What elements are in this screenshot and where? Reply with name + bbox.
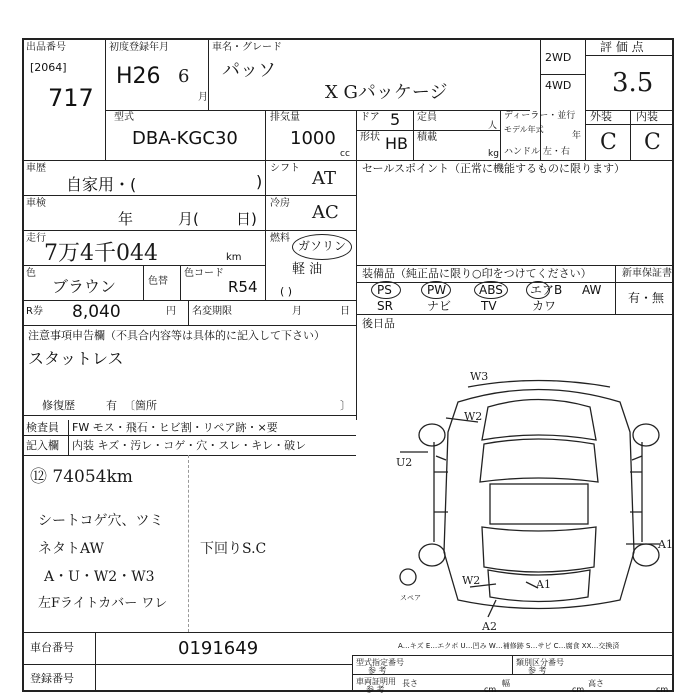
load-label: 積載 — [417, 132, 437, 143]
mileage-label: 走行 — [26, 233, 46, 244]
recycle-label: R券 — [26, 306, 43, 317]
wheel-fr — [633, 424, 659, 446]
lot-label: 出品番号 — [26, 42, 66, 53]
memo-3: ネタトAW — [38, 541, 104, 557]
score: 3.5 — [612, 68, 654, 98]
divider — [68, 420, 69, 455]
rear-glass — [482, 527, 596, 572]
name-change-label: 名変期限 — [192, 306, 232, 317]
divider — [22, 664, 352, 665]
fuel-gas: ガソリン — [298, 239, 347, 253]
mileage-value: 7万4千044 — [44, 241, 158, 266]
divider — [540, 38, 541, 160]
inspection-day: 日) — [236, 210, 257, 228]
inspector-row-1: FW モス・飛石・ヒビ割・リペア跡・×要 — [72, 421, 278, 434]
memo-4: A・U・W2・W3 — [44, 569, 155, 585]
name-change-month: 月 — [292, 306, 302, 317]
fuel-label: 燃料 — [270, 233, 290, 244]
notes-text: スタットレス — [28, 349, 124, 368]
name-change-day: 日 — [340, 306, 350, 317]
month: 6 — [178, 66, 190, 87]
load-unit: kg — [488, 149, 499, 159]
width-label: 幅 — [502, 679, 510, 688]
year-unit: 年 — [572, 131, 582, 141]
after-label: 後日品 — [362, 317, 395, 330]
repair-part: 〔箇所 — [124, 399, 157, 412]
equipment-label: 装備品（純正品に限り○印をつけてください） — [362, 267, 592, 280]
divider — [630, 110, 631, 160]
equip-leather: カワ — [532, 299, 557, 313]
equip-ps: PS — [377, 283, 392, 297]
warranty-value: 有・無 — [628, 291, 665, 305]
divider — [356, 160, 357, 420]
chassis-number: 0191649 — [178, 638, 259, 659]
displacement-unit: cc — [340, 149, 350, 159]
repair-value: 有 — [106, 399, 117, 412]
divider — [356, 314, 674, 315]
wheel-fl — [419, 424, 445, 446]
inspector-row-2: 内装 キズ・汚レ・コゲ・穴・スレ・キレ・破レ — [72, 439, 307, 452]
body: HB — [385, 134, 409, 153]
divider — [22, 195, 356, 196]
equip-abs: ABS — [479, 283, 503, 297]
fuel-paren: ( ) — [280, 285, 293, 298]
drive-4wd: 4WD — [545, 79, 572, 92]
history-label: 車歴 — [26, 163, 46, 174]
divider — [585, 38, 586, 160]
divider — [188, 455, 189, 632]
reg-label: 登録番号 — [30, 672, 74, 685]
ext-label: 外装 — [590, 110, 612, 123]
repair-close: 〕 — [340, 399, 351, 412]
era-year: H26 — [116, 64, 161, 89]
circle-mark — [526, 281, 550, 299]
type-sub: 参 考 — [368, 666, 387, 675]
mark-a1: A1 — [658, 538, 673, 551]
shift-label: シフト — [270, 163, 300, 174]
divider — [105, 110, 530, 111]
roof — [490, 484, 588, 524]
mark-line — [468, 381, 610, 388]
divider — [356, 130, 500, 131]
equip-pw: PW — [427, 283, 447, 297]
height-unit: cm — [656, 685, 669, 694]
displacement: 1000 — [290, 128, 336, 149]
mark-a1-rear: A1 — [536, 578, 551, 591]
displacement-label: 排気量 — [270, 112, 300, 123]
mark-w2: W2 — [464, 410, 483, 423]
mirrors — [436, 456, 642, 460]
equip-sr: SR — [377, 299, 393, 313]
car-name: パッソ — [222, 60, 276, 81]
mark-line — [488, 600, 496, 617]
divider — [352, 655, 674, 656]
circle-mark — [474, 281, 508, 299]
color-code: R54 — [228, 278, 258, 296]
divider — [208, 38, 209, 110]
int-label: 内装 — [636, 110, 658, 123]
width-unit: cm — [572, 685, 585, 694]
memo-5: 左Fライトカバー ワレ — [38, 596, 168, 611]
inspection-month: 月( — [178, 210, 199, 228]
divider — [500, 110, 501, 160]
divider — [105, 38, 106, 160]
divider — [22, 435, 356, 436]
lot-number: 717 — [48, 84, 94, 112]
month-suffix: 月 — [198, 92, 208, 103]
category-sub: 参 考 — [528, 666, 547, 675]
first-reg-label: 初度登録年月 — [109, 42, 169, 53]
inspector-label-1: 検査員 — [26, 421, 59, 434]
lot-sub: [2064] — [30, 61, 67, 74]
divider — [143, 265, 144, 300]
history-value: 自家用・( — [66, 175, 137, 194]
legend: A…キズ E…エクボ U…凹み W…補修跡 S…サビ C…腐食 XX…交換済 — [398, 642, 620, 650]
score-label: 評 価 点 — [600, 40, 644, 54]
divider — [615, 265, 616, 314]
type-label: 型式指定番号 — [356, 658, 404, 667]
inspection-label: 車検 — [26, 198, 46, 209]
roof-front — [480, 439, 598, 482]
circle-mark — [292, 234, 352, 260]
divider — [22, 415, 356, 416]
mileage-unit: km — [226, 252, 242, 263]
int-grade: C — [644, 130, 661, 155]
doors-label: ドア — [360, 112, 380, 123]
memo-6: 下回りS.C — [200, 541, 267, 557]
divider — [22, 230, 356, 231]
divider — [413, 110, 414, 160]
mark-u2: U2 — [396, 456, 413, 469]
divider — [356, 282, 674, 283]
ac-value: AC — [312, 202, 339, 223]
circle-mark — [371, 281, 401, 299]
memo-2: シートコゲ穴、ツミ — [38, 513, 164, 529]
dealer-label: ディーラー・並行 — [504, 111, 576, 121]
memo-1: ⑫ 74054km — [30, 467, 133, 487]
chassis-label: 車台番号 — [30, 641, 74, 654]
color-num-label: 色替 — [148, 276, 168, 287]
mark-w2-rear: W2 — [462, 574, 481, 587]
recycle-unit: 円 — [166, 306, 176, 317]
repair-label: 修復歴 — [42, 399, 75, 412]
size-label: 車両証明用 — [356, 677, 396, 686]
divider — [356, 110, 357, 160]
color-label: 色 — [26, 268, 36, 279]
equip-navi: ナビ — [427, 299, 452, 313]
inspector-label-2: 記入欄 — [26, 439, 59, 452]
history-close: ) — [256, 172, 263, 191]
capacity-label: 定員 — [417, 112, 437, 123]
car-name-label: 車名・グレード — [212, 42, 282, 53]
divider — [265, 110, 266, 160]
divider — [180, 265, 181, 300]
model-year-label: モデル年式 — [504, 125, 544, 134]
divider — [22, 160, 674, 161]
color-code-label: 色コード — [184, 268, 224, 279]
mark-w3: W3 — [470, 370, 489, 383]
divider — [22, 300, 356, 301]
category-label: 類別区分番号 — [516, 658, 564, 667]
model-label: 型式 — [114, 112, 134, 123]
inspection-year: 年 — [118, 210, 134, 228]
front-glass — [482, 400, 596, 441]
equip-aw: AW — [582, 283, 602, 297]
equip-airbag: エアB — [530, 283, 563, 297]
length-label: 長さ — [402, 679, 418, 688]
divider — [352, 674, 674, 675]
wheel-rr — [633, 544, 659, 566]
model: DBA-KGC30 — [132, 128, 238, 149]
divider — [585, 55, 674, 56]
notes-label: 注意事項申告欄（不具合内容等は具体的に記入して下さい） — [28, 329, 325, 342]
recycle-value: 8,040 — [72, 302, 121, 322]
body-label: 形状 — [360, 132, 380, 143]
equip-tv: TV — [481, 299, 497, 313]
height-label: 高さ — [588, 679, 604, 688]
sales-label: セールスポイント（正常に機能するものに限ります） — [362, 162, 626, 175]
handle-label: ハンドル 左・右 — [504, 147, 570, 157]
circle-mark — [421, 281, 451, 299]
wheel-rl — [419, 544, 445, 566]
ac-label: 冷房 — [270, 198, 290, 209]
car-diagram — [398, 362, 680, 632]
divider — [188, 300, 189, 325]
mark-a2: A2 — [482, 620, 497, 633]
spare-tire — [400, 569, 416, 585]
warranty-label: 新車保証書 — [622, 268, 672, 279]
spare-label: スペア — [400, 594, 421, 602]
divider — [356, 265, 674, 266]
ext-grade: C — [600, 130, 617, 155]
capacity-unit: 人 — [488, 121, 498, 131]
fuel-diesel: 軽 油 — [292, 262, 323, 277]
grade: X Gパッケージ — [325, 82, 448, 103]
divider — [512, 655, 513, 674]
shift-value: AT — [312, 168, 337, 189]
size-sub: 参 考 — [366, 685, 385, 694]
divider — [95, 632, 96, 692]
length-unit: cm — [484, 685, 497, 694]
doors: 5 — [390, 110, 401, 129]
divider — [22, 325, 356, 326]
divider — [22, 455, 356, 456]
divider — [22, 632, 674, 633]
drive-2wd: 2WD — [545, 51, 572, 64]
divider — [540, 74, 585, 75]
color-value: ブラウン — [52, 277, 117, 296]
